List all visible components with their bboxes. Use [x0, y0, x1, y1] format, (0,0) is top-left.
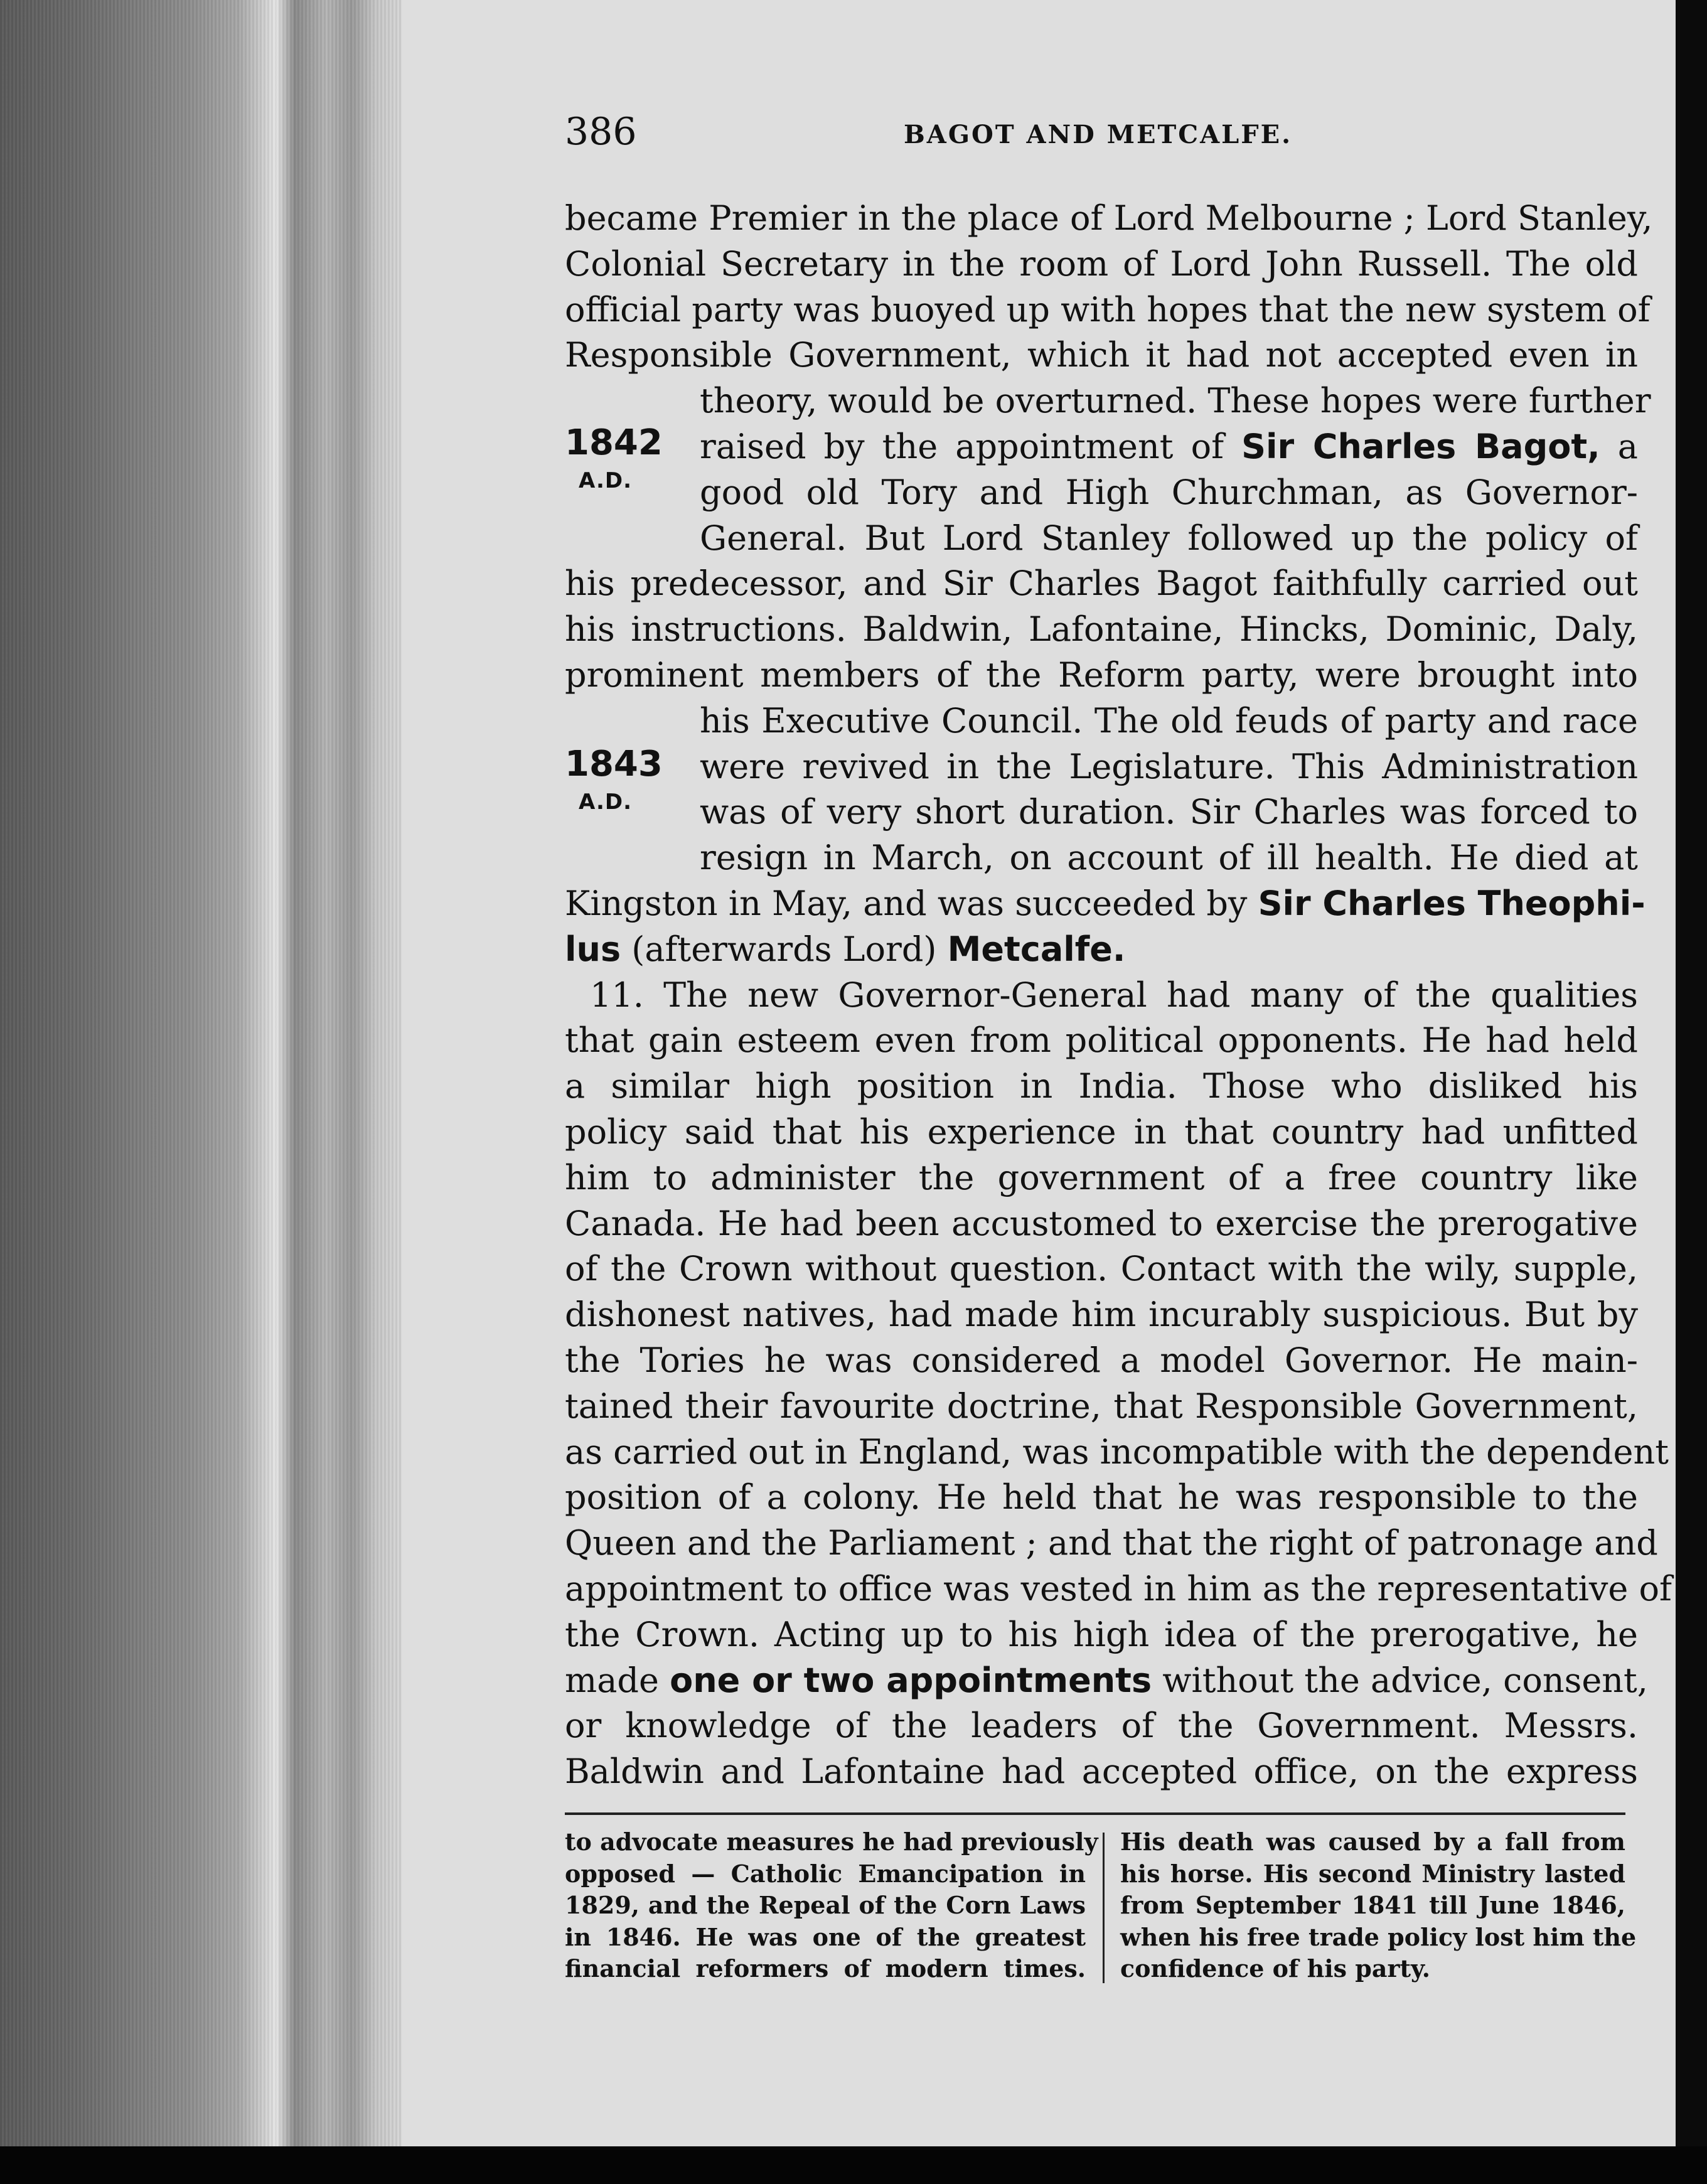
footnote-line: His death was caused by a fall from [1120, 1828, 1625, 1856]
body-text [565, 196, 1672, 1795]
footnote-line: from September 1841 till June 1846, [1120, 1891, 1625, 1919]
text-line [565, 1658, 1648, 1704]
text-line: the Tories he was considered a model Governor. He main- [565, 1340, 1638, 1380]
footnote-line: when his free trade policy lost him the [1120, 1922, 1637, 1951]
emphasis-name: Sir Charles Theophi- [1258, 883, 1645, 923]
sidenote-year: 1842 [565, 422, 663, 463]
text-fragment: without the advice, consent, [1162, 1660, 1648, 1700]
text-line [565, 927, 1638, 973]
emphasis-name: Metcalfe. [947, 929, 1126, 969]
page-number: 386 [565, 110, 637, 154]
text-line: the Crown. Acting up to his high idea of the prerogative, he [565, 1614, 1638, 1654]
footnote-line: in 1846. He was one of the greatest [565, 1922, 1086, 1951]
text-line: official party was buoyed up with hopes that the new system of [565, 289, 1651, 329]
text-fragment: made [565, 1660, 659, 1700]
text-line: Baldwin and Lafontaine had accepted office, on the express [565, 1752, 1638, 1792]
text-line: Colonial Secretary in the room of Lord John Russell. The old [565, 244, 1638, 284]
text-line: prominent members of the Reform party, were brought into [565, 655, 1638, 695]
footnote-right [1120, 1826, 1637, 1985]
text-fragment: a [1617, 426, 1638, 466]
emphasis-name: Sir Charles Bagot, [1241, 426, 1600, 466]
text-line: tained their favourite doctrine, that Responsible Government, [565, 1386, 1638, 1426]
text-line: that gain esteem even from political opponents. He had held [565, 1020, 1638, 1061]
text-line: or knowledge of the leaders of the Government. Messrs. [565, 1706, 1638, 1746]
text-line: of the Crown without question. Contact with the wily, supple, [565, 1249, 1638, 1289]
footnote-rule [565, 1812, 1625, 1815]
text-line: Canada. He had been accustomed to exercise the prerogative [565, 1203, 1638, 1243]
text-line: as carried out in England, was incompatible with the dependent [565, 1432, 1669, 1472]
footnote-line: to advocate measures he had previously [565, 1828, 1098, 1856]
text-line: him to administer the government of a free country like [565, 1157, 1638, 1197]
emphasis-phrase: one or two appointments [670, 1660, 1152, 1700]
text-line: was of very short duration. Sir Charles was forced to [700, 792, 1638, 832]
text-line: policy said that his experience in that country had unfitted [565, 1111, 1638, 1152]
text-line [565, 881, 1645, 927]
footnote-line: his horse. His second Ministry lasted [1120, 1859, 1625, 1888]
text-line: dishonest natives, had made him incurably suspicious. But by [565, 1295, 1638, 1335]
text-line: appointment to office was vested in him as the representative of [565, 1568, 1672, 1609]
footnote-left [565, 1826, 1098, 1985]
emphasis-name: lus [565, 929, 621, 969]
text-line: position of a colony. He held that he was responsible to the [565, 1477, 1638, 1518]
text-fragment: Kingston in May, and was succeeded by [565, 883, 1248, 923]
text-line: General. But Lord Stanley followed up the policy of [700, 518, 1638, 558]
running-head: BAGOT AND METCALFE. [904, 120, 1293, 149]
sidenote-era: A.D. [579, 790, 632, 815]
text-line: theory, would be overturned. These hopes were further [700, 381, 1651, 421]
footnote-line: opposed — Catholic Emancipation in [565, 1859, 1086, 1888]
text-line: Responsible Government, which it had not accepted even in [565, 335, 1638, 375]
text-line: his instructions. Baldwin, Lafontaine, Hincks, Dominic, Daly, [565, 609, 1638, 650]
text-line: his predecessor, and Sir Charles Bagot faithfully carried out [565, 564, 1638, 604]
book-page-edges [0, 0, 402, 2184]
text-line: good old Tory and High Churchman, as Governor- [700, 472, 1638, 512]
text-fragment: raised by the appointment of [700, 426, 1224, 466]
footnote-line: financial reformers of modern times. [565, 1954, 1086, 1983]
sidenote-year: 1843 [565, 744, 663, 784]
scan-border-right [1676, 0, 1707, 2184]
text-line: a similar high position in India. Those who disliked his [565, 1066, 1638, 1106]
text-fragment: (afterwards Lord) [631, 929, 937, 969]
page-header [565, 110, 1638, 166]
footnote-column-divider [1103, 1833, 1105, 1983]
text-line: Queen and the Parliament ; and that the right of patronage and [565, 1523, 1658, 1563]
scan-border-bottom [0, 2146, 1707, 2184]
sidenote-era: A.D. [579, 468, 632, 493]
text-line [565, 424, 1638, 470]
text-line: were revived in the Legislature. This Administration [700, 746, 1638, 786]
footnote-line: confidence of his party. [1120, 1954, 1430, 1983]
footnote-line: 1829, and the Repeal of the Corn Laws [565, 1891, 1086, 1919]
text-line: resign in March, on account of ill health. He died at [700, 838, 1638, 878]
text-line: 11. The new Governor-General had many of the qualities [590, 975, 1638, 1015]
text-line: became Premier in the place of Lord Melbourne ; Lord Stanley, [565, 198, 1653, 238]
text-line: his Executive Council. The old feuds of party and race [700, 700, 1638, 741]
